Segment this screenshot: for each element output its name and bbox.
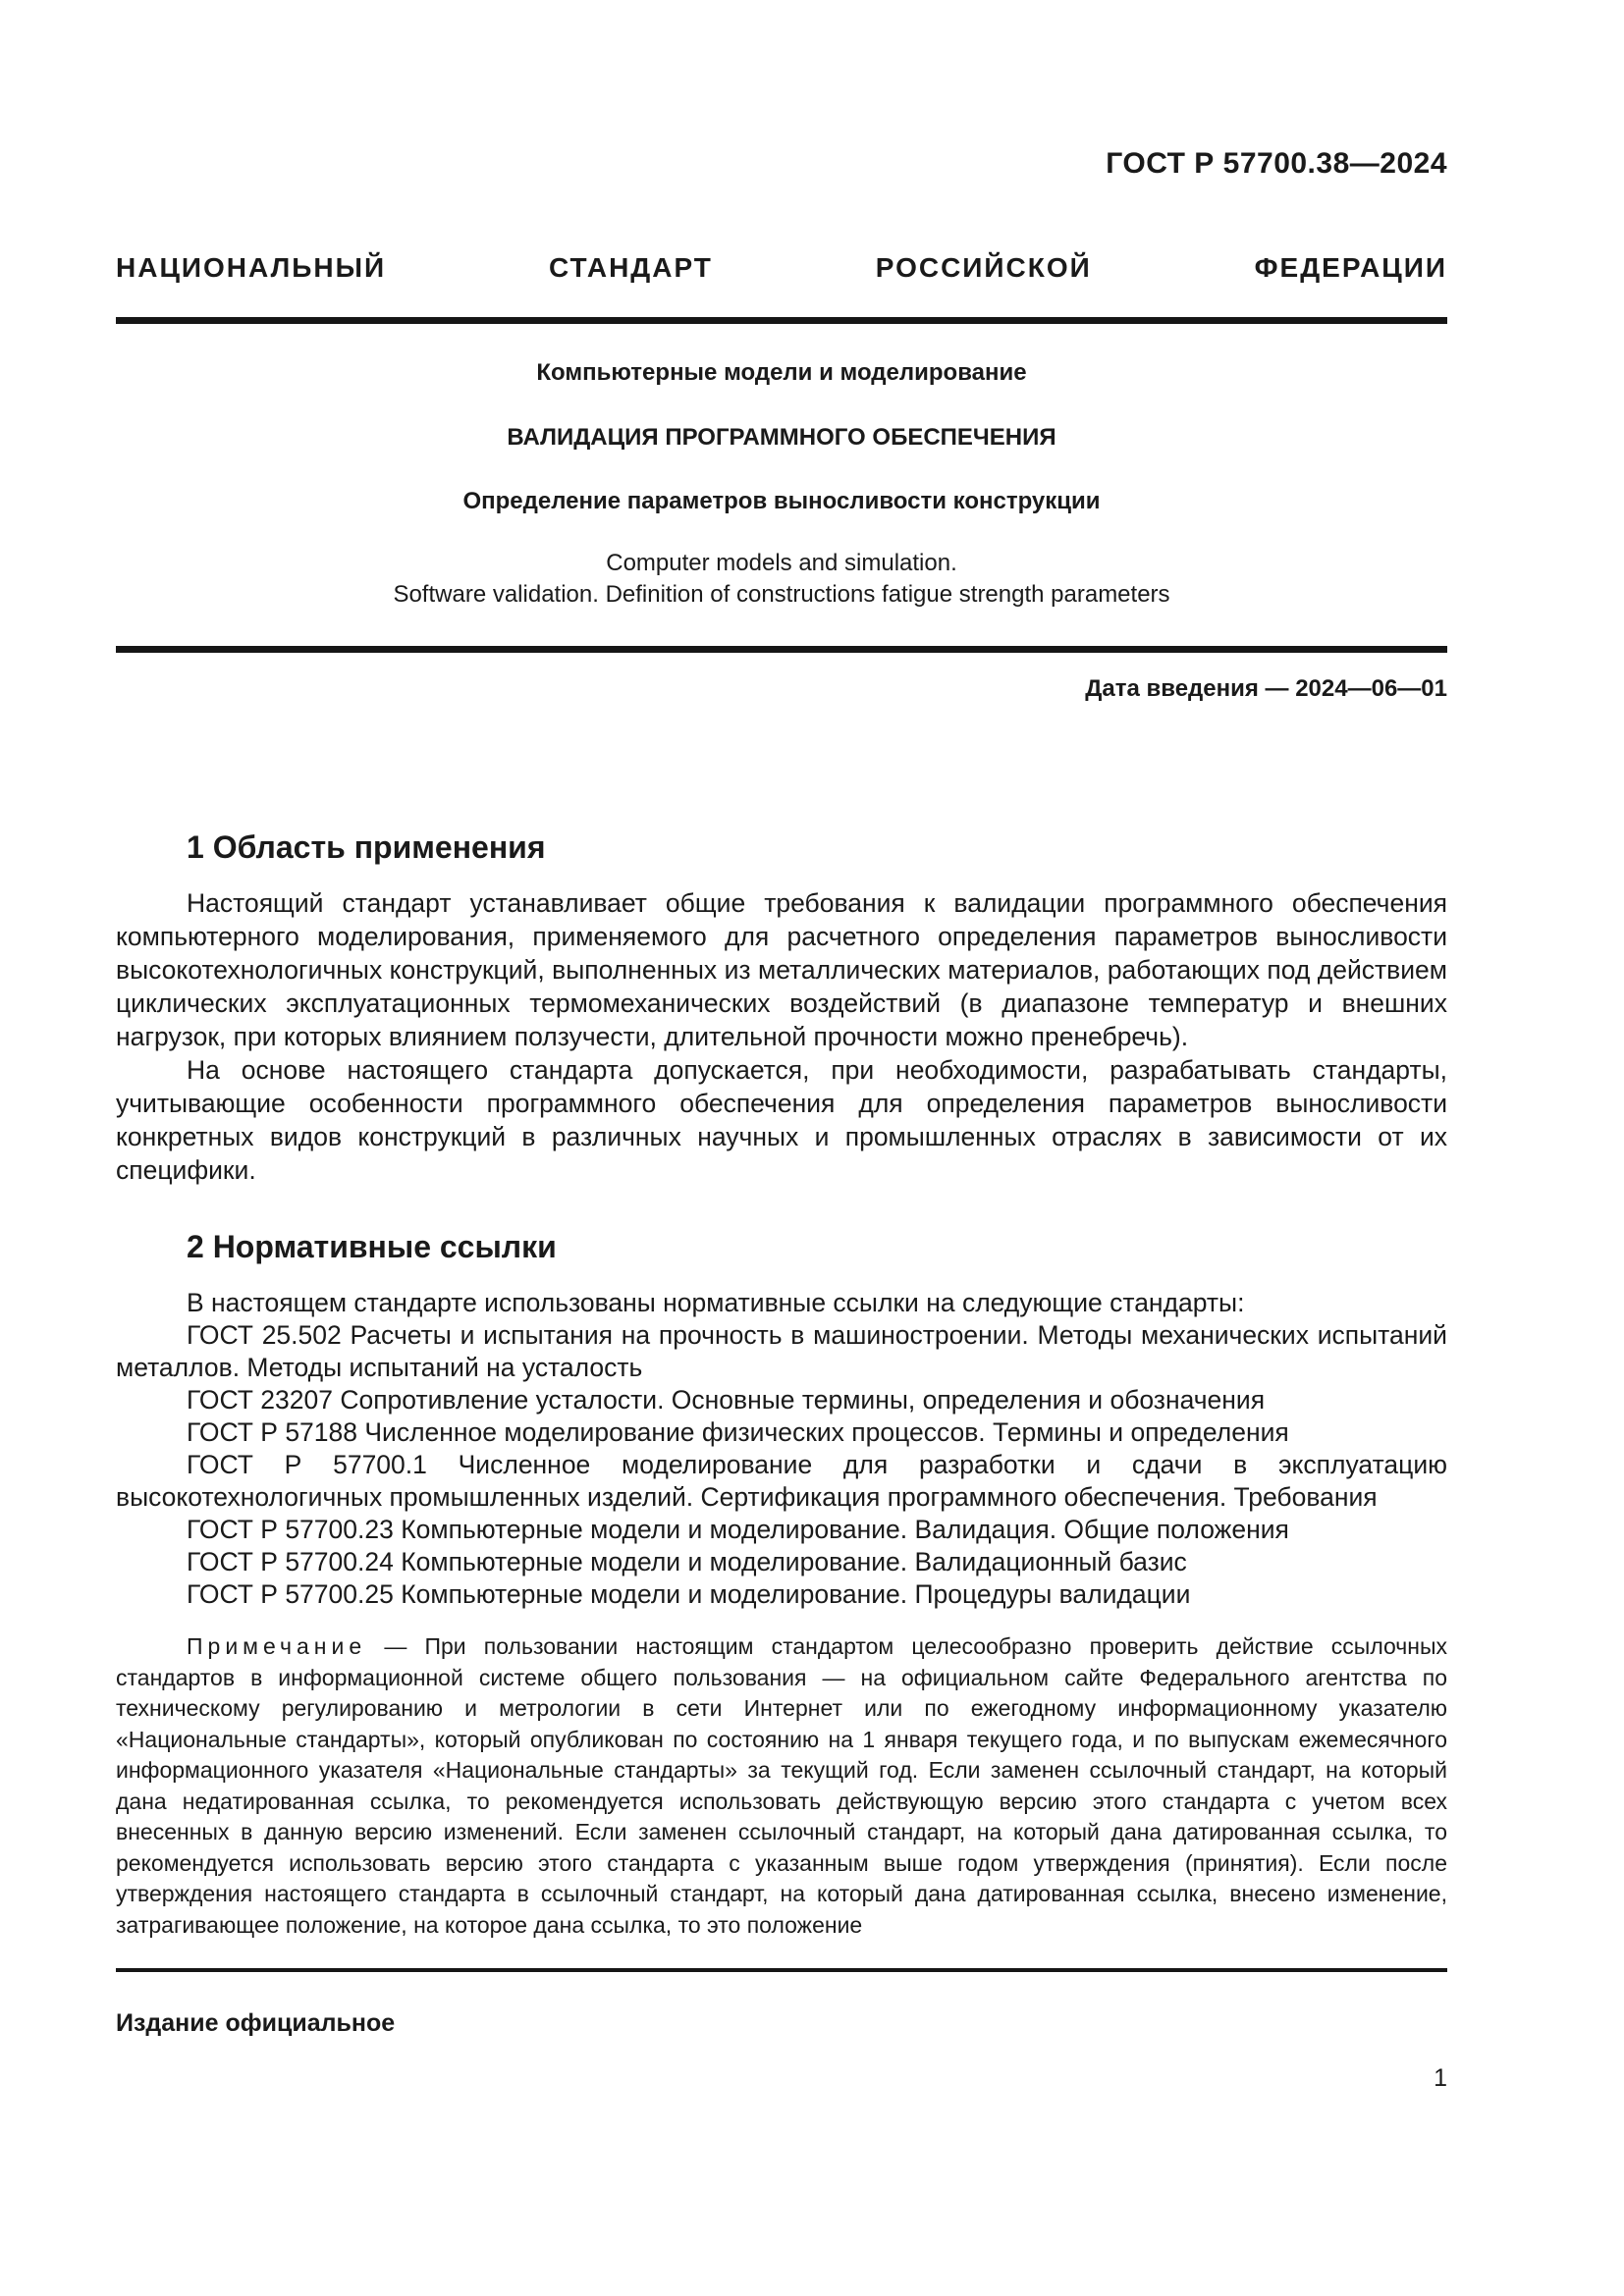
english-title-line-1: Computer models and simulation. [606,550,957,576]
reference-item: ГОСТ Р 57188 Численное моделирование физических процессов. Термины и определения [187,1417,1289,1447]
title-line-3: Определение параметров выносливости конструкции [462,488,1101,514]
section-1-paragraph-1: Настоящий стандарт устанавливает общие требования к валидации программного обеспечения компьютерного моделирования, применяемого для расчетного определения параметров выносливости высокотехнологичных конструкций, выполненных из металлических материалов, работающих под действием циклических эксплуатационных термомеханических воздействий (в диапазоне температур и внешних нагрузок, при которых влиянием ползучести, длительной прочности можно пренебречь). [116,888,1447,1051]
reference-item: ГОСТ Р 57700.25 Компьютерные модели и моделирование. Процедуры валидации [187,1579,1191,1609]
standard-number: ГОСТ Р 57700.38—2024 [1106,147,1447,180]
section-1-heading: 1 Область применения [187,829,546,865]
title-line-2: ВАЛИДАЦИЯ ПРОГРАММНОГО ОБЕСПЕЧЕНИЯ [507,424,1056,451]
english-title-line-2: Software validation. Definition of constructions fatigue strength parameters [393,581,1170,608]
reference-item: ГОСТ Р 57700.24 Компьютерные модели и моделирование. Валидационный базис [187,1547,1187,1576]
reference-item: ГОСТ Р 57700.1 Численное моделирование для разработки и сдачи в эксплуатацию высокотехнологичных промышленных изделий. Сертификация программного обеспечения. Требования [116,1450,1447,1512]
title-bottom-rule [116,646,1447,653]
note-text: — При пользовании настоящим стандартом целесообразно проверить действие ссылочных стандартов в информационной системе общего пользования — на официальном сайте Федерального агентства по техническому регулированию и метрологии в сети Интернет или по ежегодному информационному указателю «Национальные стандарты», который опубликован по состоянию на 1 января текущего года, и по выпускам ежемесячного информационного указателя «Национальные стандарты» за текущий год. Если заменен ссылочный стандарт, на который дана недатированная ссылка, то рекомендуется использовать действующую версию этого стандарта с учетом всех внесенных в данную версию изменений. Если заменен ссылочный стандарт, на который дана датированная ссылка, то рекомендуется использовать версию этого стандарта с указанным выше годом утверждения (принятия). Если после утверждения настоящего стандарта в ссылочный стандарт, на который дана датированная ссылка, внесено изменение, затрагивающее положение, на которое дана ссылка, то это положение [116,1633,1448,1938]
title-line-1: Компьютерные модели и моделирование [536,359,1027,386]
note-block [116,1631,1447,1941]
section-2-heading: 2 Нормативные ссылки [187,1229,557,1264]
reference-item: ГОСТ 25.502 Расчеты и испытания на прочность в машиностроении. Методы механических испытаний металлов. Методы испытаний на усталость [116,1320,1447,1382]
national-standard-banner: НАЦИОНАЛЬНЫЙ СТАНДАРТ РОССИЙСКОЙ ФЕДЕРАЦИИ [116,252,1447,283]
top-rule [116,317,1447,324]
reference-item: ГОСТ 23207 Сопротивление усталости. Основные термины, определения и обозначения [187,1385,1266,1415]
date-introduced: Дата введения — 2024—06—01 [1085,675,1447,702]
note-label: Примечание [187,1633,367,1659]
section-1-paragraph-2: На основе настоящего стандарта допускается, при необходимости, разрабатывать стандарты, учитывающие особенности программного обеспечения для определения параметров выносливости конкретных видов конструкций в различных научных и промышленных отраслях в зависимости от их специфики. [116,1055,1447,1185]
section-2-intro: В настоящем стандарте использованы нормативные ссылки на следующие стандарты: [187,1288,1245,1317]
footer-rule [116,1968,1447,1972]
official-edition-label: Издание официальное [116,2009,396,2037]
page-number: 1 [1434,2064,1447,2092]
reference-item: ГОСТ Р 57700.23 Компьютерные модели и моделирование. Валидация. Общие положения [187,1515,1289,1544]
